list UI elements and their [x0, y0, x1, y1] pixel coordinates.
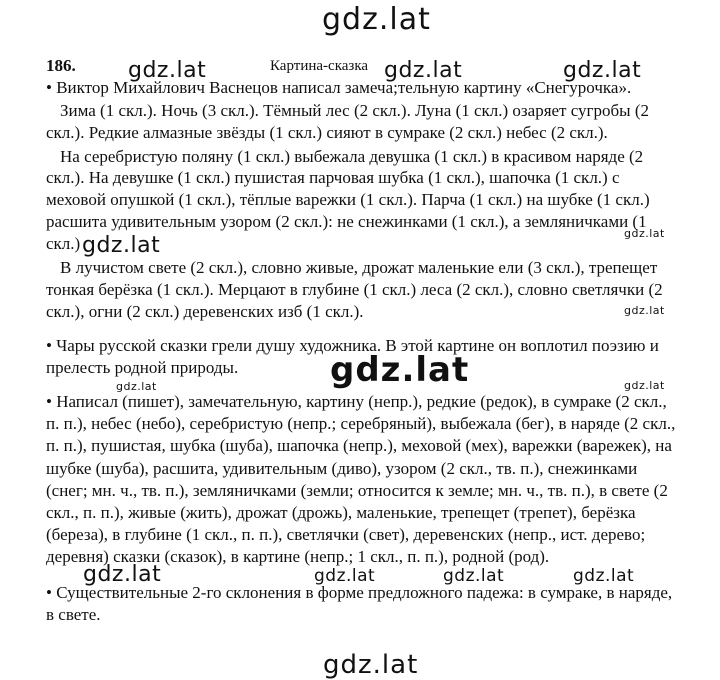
watermark-top: gdz.lat: [322, 2, 431, 37]
text-line: прелесть родной природы.: [46, 358, 239, 377]
watermark-center: gdz.lat: [330, 350, 470, 390]
watermark: gdz.lat: [624, 304, 665, 317]
watermark: gdz.lat: [624, 227, 665, 240]
text-line: в свете.: [46, 605, 101, 624]
text-line: шубке (шуба), расшита, удивительным (диво), узором (2 скл., тв. п.), снежинками: [46, 459, 638, 478]
watermark-bottom: gdz.lat: [323, 650, 419, 680]
watermark: gdz.lat: [83, 562, 162, 587]
watermark: gdz.lat: [128, 58, 207, 83]
watermark: gdz.lat: [573, 566, 635, 586]
document: [46, 0, 706, 680]
text-line: п. п.), небес (небо), серебристую (непр.; серебряный), выбежала (бег), в наряде (2 скл.,: [46, 414, 676, 433]
exercise-number: 186.: [46, 56, 76, 75]
watermark: gdz.lat: [563, 58, 642, 83]
watermark: gdz.lat: [624, 379, 665, 392]
text-line: деревня) сказки (сказок), в картине (непр.; 1 скл., п. п.), родной (род).: [46, 547, 550, 566]
text-line: • Чары русской сказки грели душу художника. В этой картине он воплотил поэзию и: [46, 336, 659, 355]
text-line: меховой опушкой (1 скл.), тёплые варежки (1 скл.). Парча (1 скл.) на шубке (1 скл.): [46, 190, 650, 209]
text-line: скл.). Редкие алмазные звёзды (1 скл.) сияют в сумраке (2 скл.) небес (2 скл.).: [46, 123, 608, 142]
text-line: скл.): [46, 234, 81, 253]
text-line: скл.), огни (2 скл.) деревенских изб (1 скл.).: [46, 302, 364, 321]
watermark: gdz.lat: [314, 566, 376, 586]
text-line: п. п.), пушистая, шубка (шуба), шапочка (непр.), меховой (мех), варежки (варежек), на: [46, 436, 672, 455]
watermark: gdz.lat: [384, 58, 463, 83]
text-line: (береза), в глубине (1 скл., п. п.), светлячки (свет), деревенских (непр., ист. дерево;: [46, 525, 646, 544]
text-line: скл.). На девушке (1 скл.) пушистая парчовая шубка (1 скл.), шапочка (1 скл.) с: [46, 168, 620, 187]
text-line: тонкая берёзка (1 скл.). Мерцают в глубине (1 скл.) леса (2 скл.), словно светлячки (2: [46, 280, 663, 299]
exercise-title: Картина-сказка: [270, 58, 369, 74]
text-line: (снег; мн. ч., тв. п.), земляничками (земли; относится к земле; мн. ч., тв. п.), в свете (2: [46, 481, 668, 500]
text-line: Зима (1 скл.). Ночь (3 скл.). Тёмный лес (2 скл.). Луна (1 скл.) озаряет сугробы (2: [60, 101, 650, 120]
text-line: На серебристую поляну (1 скл.) выбежала девушка (1 скл.) в красивом наряде (2: [60, 147, 644, 166]
watermark: gdz.lat: [116, 380, 157, 393]
text-line: скл., п. п.), живые (жить), дрожат (дрожь), маленькие, трепещет (трепет), берёзка: [46, 503, 636, 522]
text-line: • Написал (пишет), замечательную, картину (непр.), редкие (редок), в сумраке (2 скл.,: [46, 392, 667, 411]
watermark: gdz.lat: [443, 566, 505, 586]
text-line: расшита удивительным узором (2 скл.): не снежинками (1 скл.), а земляничками (1: [46, 212, 647, 231]
text-line: • Существительные 2-го склонения в форме предложного падежа: в сумраке, в наряде,: [46, 583, 673, 602]
watermark: gdz.lat: [82, 233, 161, 258]
text-line: В лучистом свете (2 скл.), словно живые, дрожат маленькие ели (3 скл.), трепещет: [60, 258, 658, 277]
text-line: • Виктор Михайлович Васнецов написал замеча;тельную картину «Снегурочка».: [46, 78, 632, 97]
